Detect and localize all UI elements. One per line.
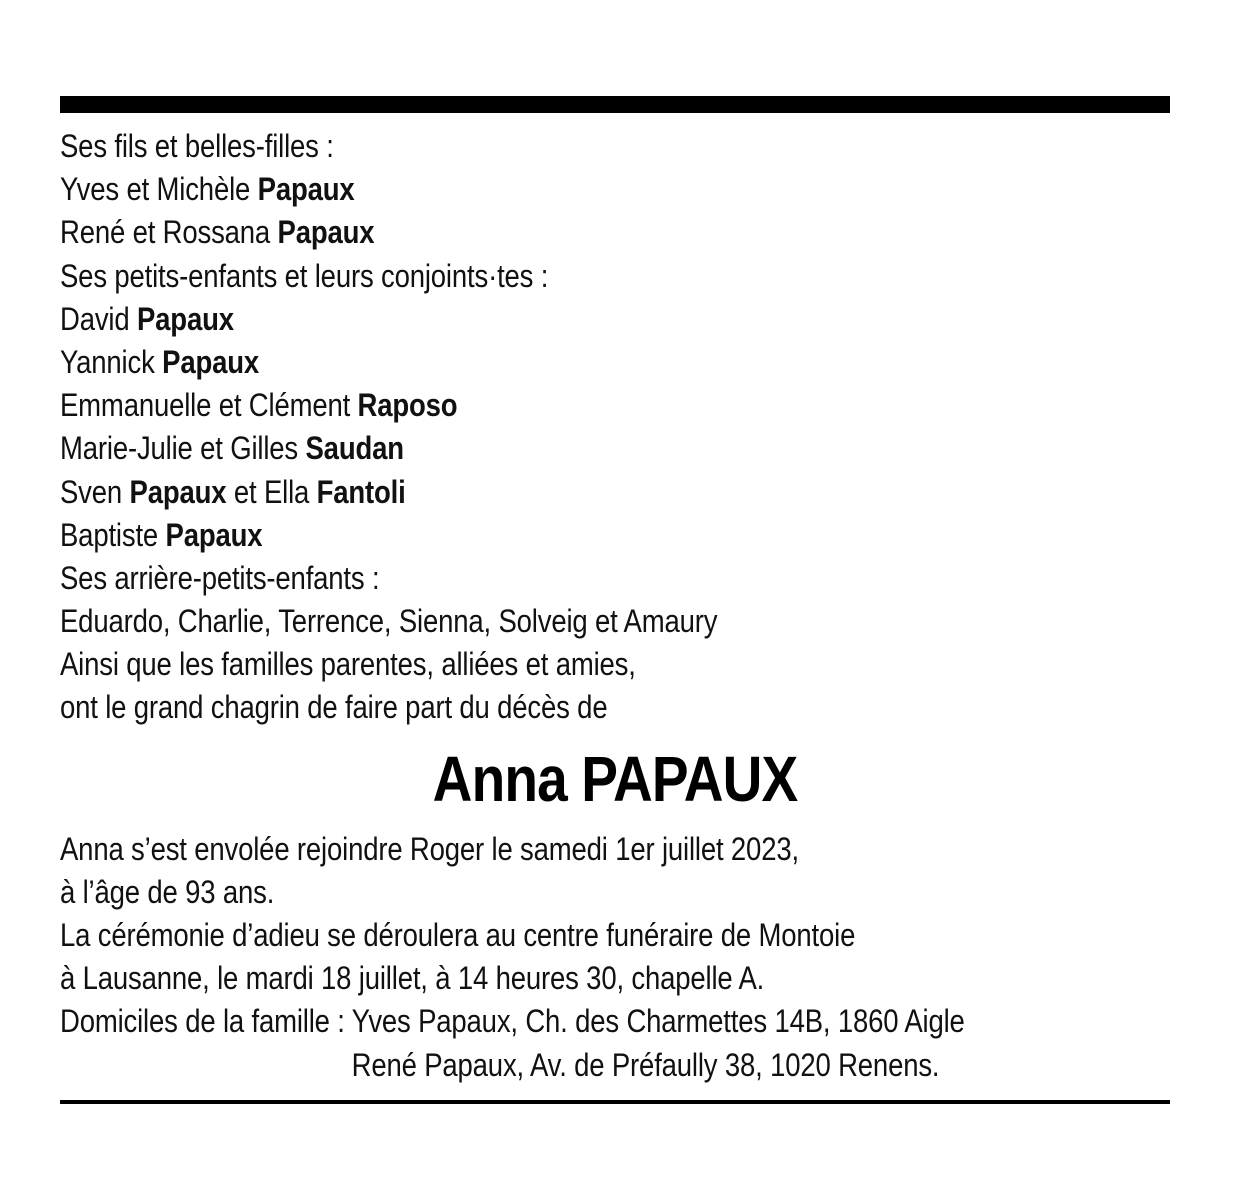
family-line-surname: Papaux bbox=[129, 473, 227, 510]
family-line-text: Yannick bbox=[60, 343, 163, 380]
family-line bbox=[60, 643, 1169, 686]
family-line-surname: Papaux bbox=[257, 171, 355, 208]
ceremony-details bbox=[60, 828, 1169, 1087]
family-line-text: Eduardo, Charlie, Terrence, Sienna, Solveig et Amaury bbox=[60, 603, 718, 640]
family-line bbox=[60, 168, 1169, 211]
family-line bbox=[60, 211, 1169, 254]
family-line-text: et Ella bbox=[226, 473, 317, 510]
family-line bbox=[60, 471, 1169, 514]
family-line-surname: Papaux bbox=[162, 343, 260, 380]
family-line-text: Sven bbox=[60, 473, 130, 510]
family-line-surname: Papaux bbox=[136, 300, 234, 337]
family-line-surname: Saudan bbox=[305, 430, 404, 467]
family-line-surname: Fantoli bbox=[316, 473, 406, 510]
family-addresses bbox=[60, 1000, 1169, 1086]
detail-line: à Lausanne, le mardi 18 juillet, à 14 heures 30, chapelle A. bbox=[60, 960, 765, 997]
family-line-text: Ses arrière-petits-enfants : bbox=[60, 559, 380, 596]
family-line-surname: Raposo bbox=[357, 387, 458, 424]
family-line-surname: Papaux bbox=[277, 214, 375, 251]
family-line-text: Marie-Julie et Gilles bbox=[60, 430, 306, 467]
family-line bbox=[60, 686, 1169, 729]
family-line bbox=[60, 341, 1169, 384]
family-line-text: ont le grand chagrin de faire part du décès de bbox=[60, 689, 608, 726]
family-line bbox=[60, 298, 1169, 341]
family-line bbox=[60, 514, 1169, 557]
detail-line: Anna s’est envolée rejoindre Roger le samedi 1er juillet 2023, bbox=[60, 830, 799, 867]
addresses-label: Domiciles de la famille : bbox=[60, 1003, 345, 1040]
family-line-text: Ainsi que les familles parentes, alliées et amies, bbox=[60, 646, 636, 683]
address-line: René Papaux, Av. de Préfaully 38, 1020 Renens. bbox=[351, 1046, 940, 1083]
family-line-text: Ses fils et belles-filles : bbox=[60, 128, 334, 164]
top-rule bbox=[60, 96, 1170, 113]
family-line bbox=[60, 427, 1169, 470]
bottom-rule bbox=[60, 1100, 1170, 1104]
family-line bbox=[60, 600, 1169, 643]
family-line-text: David bbox=[60, 300, 137, 337]
detail-line: La cérémonie d’adieu se déroulera au centre funéraire de Montoie bbox=[60, 917, 856, 953]
family-list bbox=[60, 125, 1169, 730]
family-line-text: Emmanuelle et Clément bbox=[60, 387, 358, 424]
family-line bbox=[60, 557, 1169, 600]
family-line-text: Ses petits-enfants et leurs conjoints·tes : bbox=[60, 257, 549, 294]
family-line bbox=[60, 255, 1169, 298]
deceased-heading-wrap bbox=[60, 730, 1170, 828]
detail-line: à l’âge de 93 ans. bbox=[60, 873, 275, 910]
family-line bbox=[60, 384, 1169, 427]
family-line-surname: Papaux bbox=[165, 516, 263, 553]
obituary-notice bbox=[60, 96, 1170, 1104]
family-line-text: René et Rossana bbox=[60, 214, 278, 251]
address-line: Yves Papaux, Ch. des Charmettes 14B, 1860 Aigle bbox=[351, 1003, 965, 1040]
family-line bbox=[60, 125, 1169, 168]
family-line-text: Yves et Michèle bbox=[60, 171, 258, 208]
deceased-name: Anna PAPAUX bbox=[432, 742, 798, 815]
family-line-text: Baptiste bbox=[60, 516, 166, 553]
